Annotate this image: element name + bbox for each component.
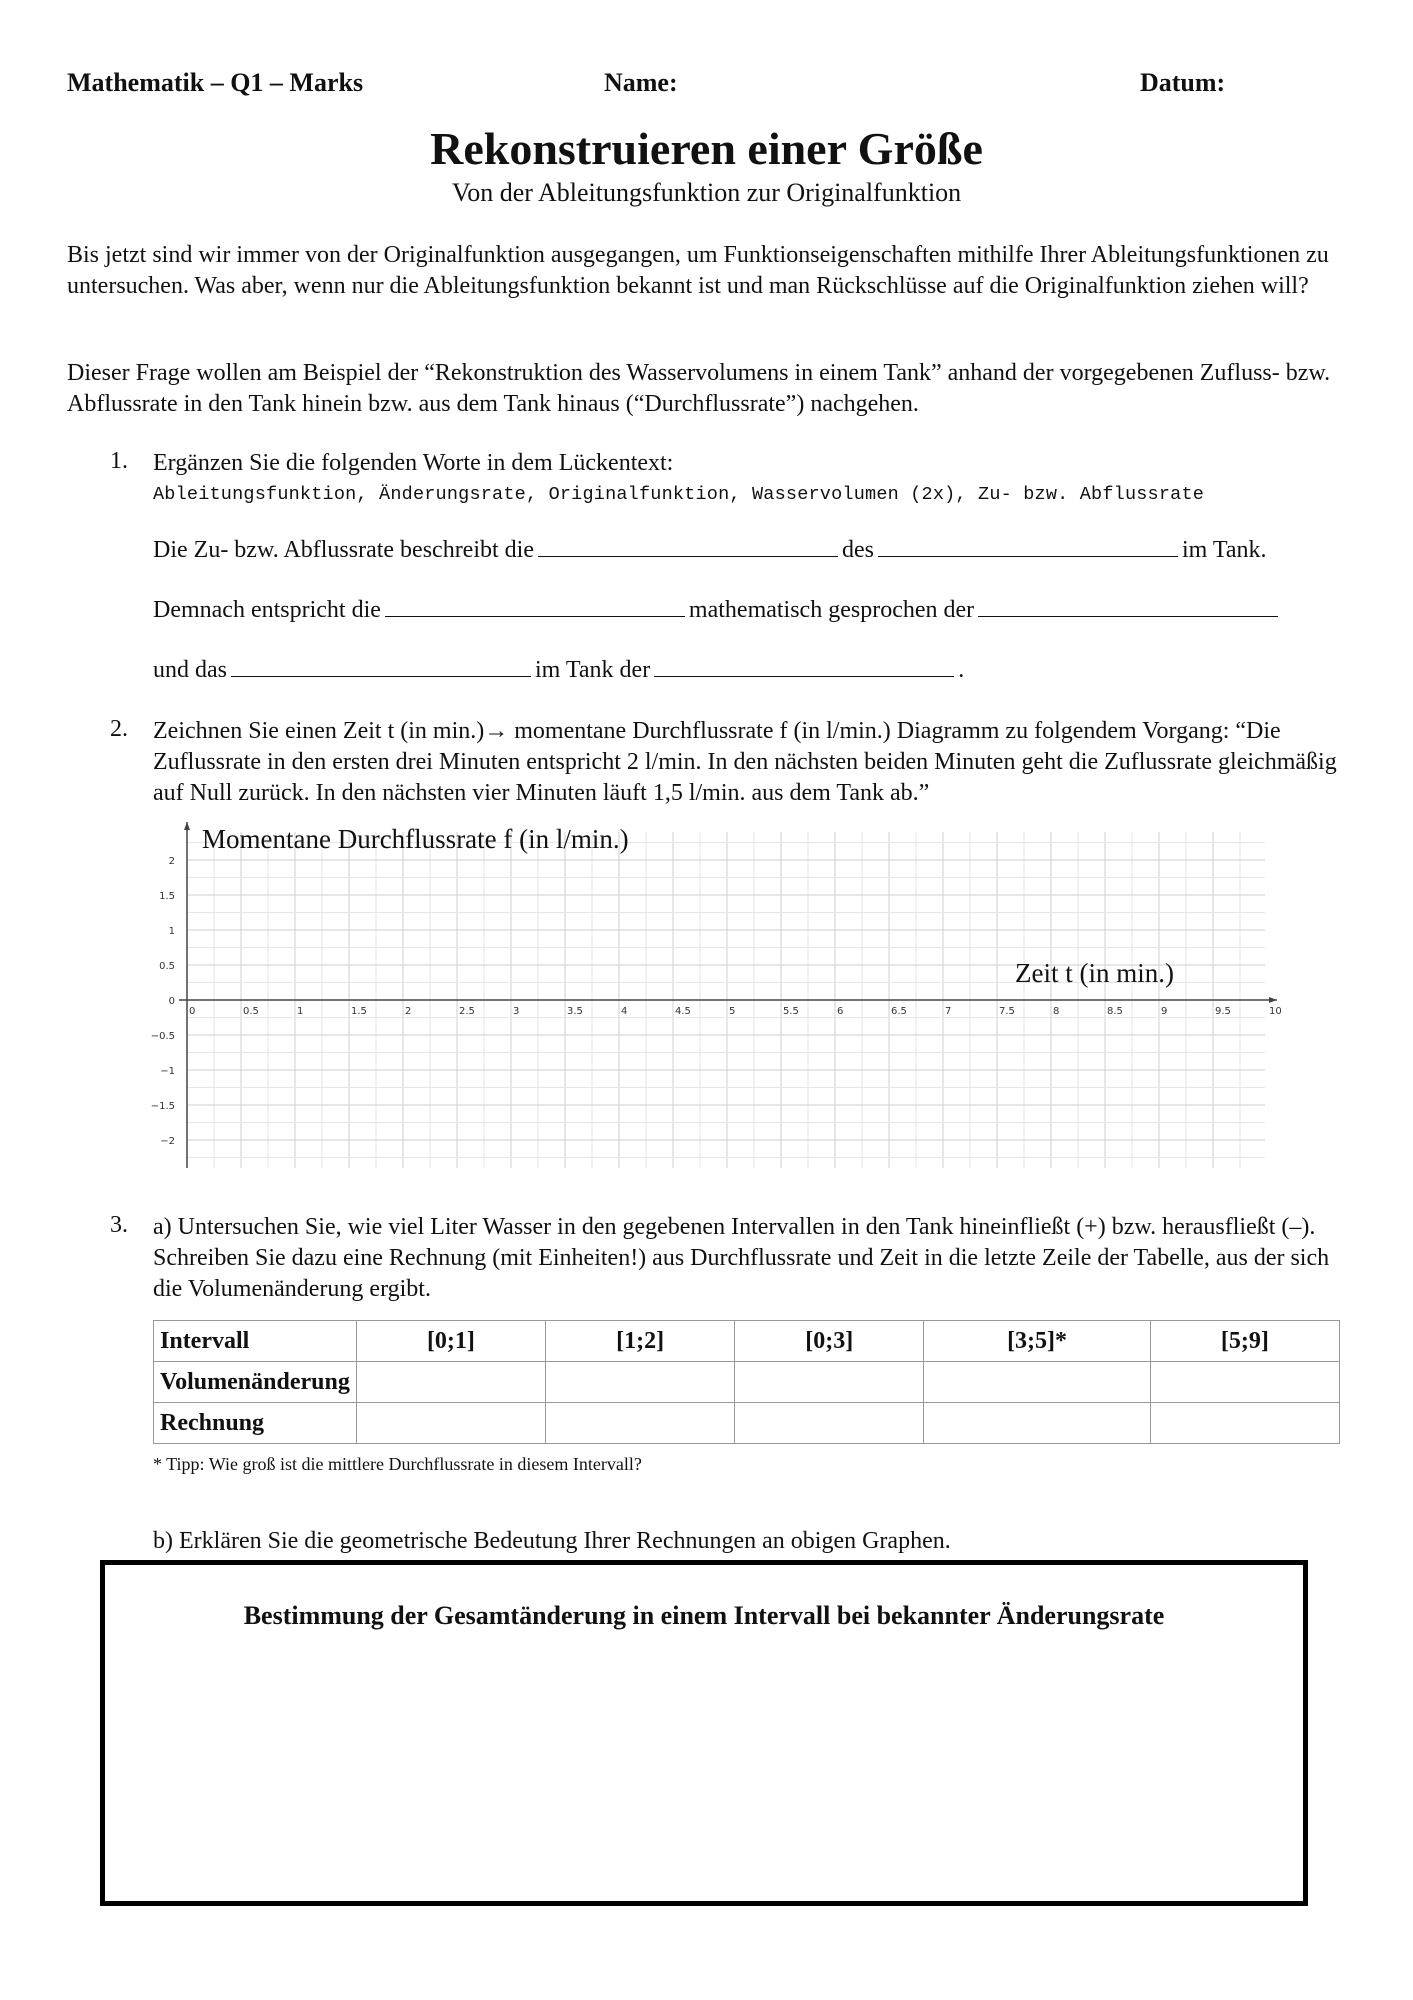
- x-tick-label: 2: [405, 1006, 412, 1017]
- y-axis-arrow: [184, 822, 190, 830]
- cloze-text: des: [842, 537, 874, 563]
- task-2-text: Zeichnen Sie einen Zeit t (in min.)→ momentane Durchflussrate f (in l/min.) Diagramm zu folgendem Vorgang: “Die Zuflussrate in den ersten drei Minuten entspricht 2 l/min. In den nächsten beiden Minuten geht die Zuflussrate gleichmäßig auf Null zurück. In den nächsten vier Minuten läuft 1,5 l/min. aus dem Tank ab.”: [153, 718, 1337, 806]
- y-tick-label: 1.5: [159, 891, 175, 902]
- interval-header: [5;9]: [1150, 1321, 1339, 1362]
- row-label: Intervall: [154, 1321, 357, 1362]
- task-1-number: 1.: [110, 448, 128, 474]
- cloze-text: Demnach entspricht die: [153, 597, 381, 623]
- x-axis-label: Zeit t (in min.): [1015, 958, 1174, 988]
- summary-box: [100, 1560, 1308, 1906]
- table-cell[interactable]: [356, 1362, 545, 1403]
- x-tick-label: 4.5: [675, 1006, 691, 1017]
- interval-header: [3;5]*: [924, 1321, 1150, 1362]
- x-tick-label: 8: [1053, 1006, 1060, 1017]
- x-tick-label: 5: [729, 1006, 736, 1017]
- y-tick-label: −1: [160, 1066, 175, 1077]
- task-1-word-list: Ableitungsfunktion, Änderungsrate, Originalfunktion, Wasservolumen (2x), Zu- bzw. Abflussrate: [153, 484, 1205, 505]
- table-cell[interactable]: [356, 1403, 545, 1444]
- row-label: Rechnung: [154, 1403, 357, 1444]
- course-label: Mathematik – Q1 – Marks: [67, 68, 364, 97]
- name-label: Name:: [604, 68, 678, 97]
- table-cell[interactable]: [735, 1362, 924, 1403]
- table-cell[interactable]: [924, 1362, 1150, 1403]
- blank-field[interactable]: [538, 536, 838, 557]
- table-cell[interactable]: [735, 1403, 924, 1444]
- y-tick-label: −2: [160, 1136, 175, 1147]
- flow-rate-graph[interactable]: [140, 820, 1300, 1178]
- x-tick-label: 4: [621, 1006, 628, 1017]
- x-tick-label: 3.5: [567, 1006, 583, 1017]
- intro-paragraph-2: Dieser Frage wollen am Beispiel der “Rekonstruktion des Wasservolumens in einem Tank” anhand der vorgegebenen Zufluss- bzw. Abflussrate in den Tank hinein bzw. aus dem Tank hinaus (“Durchflussrate”) nachgehen.: [67, 360, 1331, 417]
- blank-field[interactable]: [978, 596, 1278, 617]
- graph-ticks: [151, 856, 1282, 1147]
- x-tick-label: 2.5: [459, 1006, 475, 1017]
- interval-header: [0;3]: [735, 1321, 924, 1362]
- x-tick-label: 9: [1161, 1006, 1168, 1017]
- interval-header: [0;1]: [356, 1321, 545, 1362]
- table-row: [154, 1403, 1340, 1444]
- x-axis-arrow: [1269, 997, 1277, 1003]
- cloze-text: .: [958, 657, 965, 683]
- y-tick-label: −0.5: [150, 1031, 175, 1042]
- y-tick-label: 1: [168, 926, 175, 937]
- cloze-text: und das: [153, 657, 227, 683]
- table-cell[interactable]: [1150, 1362, 1339, 1403]
- x-tick-label: 7.5: [999, 1006, 1015, 1017]
- x-tick-label: 3: [513, 1006, 520, 1017]
- table-row: [154, 1321, 1340, 1362]
- x-tick-label: 0.5: [243, 1006, 259, 1017]
- row-label: Volumenänderung: [154, 1362, 357, 1403]
- x-tick-label: 6.5: [891, 1006, 907, 1017]
- x-tick-label: 5.5: [783, 1006, 799, 1017]
- x-tick-label: 6: [837, 1006, 844, 1017]
- cloze-text: im Tank der: [535, 657, 651, 683]
- task-3-number: 3.: [110, 1212, 128, 1238]
- volume-table: [153, 1320, 1340, 1444]
- x-tick-label: 10: [1269, 1006, 1282, 1017]
- table-cell[interactable]: [1150, 1403, 1339, 1444]
- table-row: [154, 1362, 1340, 1403]
- date-label: Datum:: [1140, 68, 1226, 97]
- y-tick-label: 0: [168, 996, 175, 1007]
- page-subtitle: Von der Ableitungsfunktion zur Originalfunktion: [451, 178, 962, 207]
- cloze-text: mathematisch gesprochen der: [688, 597, 975, 623]
- y-tick-label: 0.5: [159, 961, 175, 972]
- summary-box-title: Bestimmung der Gesamtänderung in einem Intervall bei bekannter Änderungsrate: [243, 1601, 1165, 1630]
- y-tick-label: 2: [168, 856, 175, 867]
- x-tick-label: 7: [945, 1006, 952, 1017]
- table-cell[interactable]: [546, 1403, 735, 1444]
- intro-paragraph-1: Bis jetzt sind wir immer von der Originalfunktion ausgegangen, um Funktionseigenschaften mithilfe Ihrer Ableitungsfunktionen zu untersuchen. Was aber, wenn nur die Ableitungsfunktion bekannt ist und man Rückschlüsse auf die Originalfunktion ziehen will?: [67, 242, 1329, 299]
- graph-axes: [179, 822, 1277, 1168]
- page-title: Rekonstruieren einer Größe: [430, 123, 983, 174]
- x-tick-label: 8.5: [1107, 1006, 1123, 1017]
- x-tick-label: 1.5: [351, 1006, 367, 1017]
- blank-field[interactable]: [654, 656, 954, 677]
- task-3a-text: a) Untersuchen Sie, wie viel Liter Wasser in den gegebenen Intervallen in den Tank hineinfließt (+) bzw. herausfließt (–). Schreiben Sie dazu eine Rechnung (mit Einheiten!) aus Durchflussrate und Zeit in die letzte Zeile der Tabelle, aus der sich die Volumenänderung ergibt.: [153, 1214, 1330, 1302]
- cloze-text: Die Zu- bzw. Abflussrate beschreibt die: [153, 537, 534, 563]
- cloze-text: im Tank.: [1182, 537, 1267, 563]
- task-2-number: 2.: [110, 716, 128, 742]
- blank-field[interactable]: [231, 656, 531, 677]
- table-cell[interactable]: [924, 1403, 1150, 1444]
- table-cell[interactable]: [546, 1362, 735, 1403]
- task-1-instruction: Ergänzen Sie die folgenden Worte in dem Lückentext:: [153, 450, 674, 476]
- y-axis-label: Momentane Durchflussrate f (in l/min.): [202, 824, 629, 854]
- x-tick-label: 9.5: [1215, 1006, 1231, 1017]
- table-tip: * Tipp: Wie groß ist die mittlere Durchflussrate in diesem Intervall?: [153, 1454, 642, 1474]
- interval-header: [1;2]: [546, 1321, 735, 1362]
- blank-field[interactable]: [878, 536, 1178, 557]
- task-3b-text: b) Erklären Sie die geometrische Bedeutung Ihrer Rechnungen an obigen Graphen.: [153, 1528, 951, 1554]
- cloze-line-1: [153, 536, 1267, 564]
- blank-field[interactable]: [385, 596, 685, 617]
- y-tick-label: −1.5: [150, 1101, 175, 1112]
- cloze-line-3: [153, 656, 964, 684]
- x-tick-label: 0: [189, 1006, 196, 1017]
- x-tick-label: 1: [297, 1006, 304, 1017]
- cloze-line-2: [153, 596, 1282, 624]
